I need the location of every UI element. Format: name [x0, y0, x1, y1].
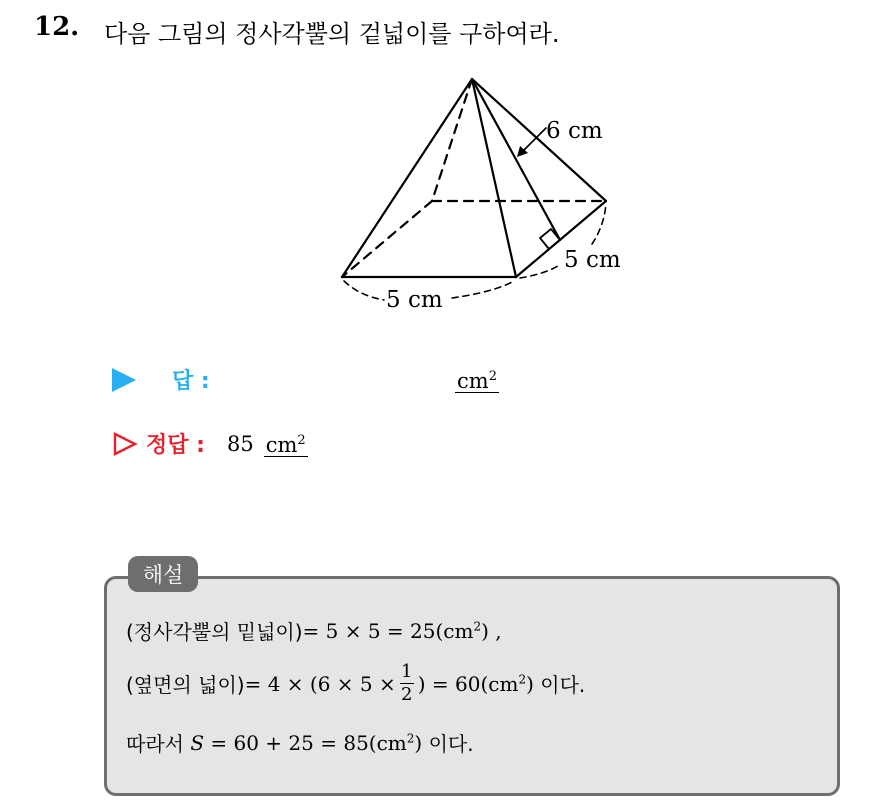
fraction-one-half	[400, 662, 414, 705]
right-angle-mark	[540, 229, 560, 249]
sol1-unit	[443, 619, 481, 643]
correct-answer-label: 정답 :	[146, 433, 205, 458]
sol1-text: (정사각뿔의 밑넓이)	[126, 620, 303, 644]
sol3-variable: S	[190, 730, 205, 755]
solution-line-3	[126, 728, 474, 757]
answer-unit-exp: 2	[488, 369, 497, 384]
answer-unit-text: cm	[457, 369, 489, 393]
dim-arc-bottom-left	[344, 281, 384, 300]
correct-answer-row	[112, 428, 308, 459]
sol2-text-end: 이다.	[533, 673, 586, 697]
correct-unit-text: cm	[265, 433, 298, 457]
edge-left	[342, 79, 472, 277]
question-text: 다음 그림의 정사각뿔의 겉넓이를 구하여라.	[104, 20, 560, 48]
correct-unit-exp: 2	[297, 433, 306, 448]
sol3-unit	[377, 731, 415, 755]
play-triangle-icon	[112, 368, 136, 392]
dim-arc-bottom-right	[452, 281, 514, 298]
pyramid-figure	[0, 0, 884, 340]
sol3-text-end: 이다.	[422, 732, 474, 756]
answer-row	[112, 364, 210, 395]
sol2-unit-exp: 2	[518, 671, 527, 686]
sol2-text: (옆면의 넓이)	[126, 673, 245, 697]
sol2-math: = 4 × (6 × 5 ×	[244, 671, 396, 696]
question-number: 12.	[34, 12, 80, 42]
sol1-unit-exp: 2	[473, 618, 482, 633]
sol2-unit-text: cm	[488, 671, 519, 696]
sol1-math-end: ) ,	[481, 618, 502, 643]
slant-height-line	[472, 79, 560, 240]
sol1-math: = 5 × 5 = 25(	[302, 618, 444, 643]
hidden-edge-left-base	[342, 201, 432, 277]
outline-triangle-icon	[112, 431, 138, 457]
sol1-unit-text: cm	[443, 618, 474, 643]
solution-line-1	[126, 616, 502, 645]
answer-unit	[455, 366, 499, 393]
correct-answer-unit	[264, 430, 308, 457]
fraction-numerator: 1	[401, 661, 413, 682]
sol2-unit	[488, 672, 526, 696]
side-label-right: 5 cm	[564, 247, 621, 273]
hidden-edge-apex	[432, 79, 472, 201]
side-label-bottom: 5 cm	[386, 287, 443, 313]
solution-line-2	[126, 662, 585, 705]
slant-height-label: 6 cm	[546, 118, 603, 144]
correct-answer-value: 85	[226, 431, 254, 456]
sol2-math-end: )	[526, 671, 534, 696]
sol3-unit-text: cm	[376, 730, 407, 755]
edge-front	[472, 79, 516, 277]
answer-label: 답 :	[172, 369, 210, 394]
sol2-math-mid: ) = 60(	[417, 671, 489, 696]
solution-tab: 해설	[128, 556, 198, 592]
sol3-math: = 60 + 25 = 85(	[204, 730, 377, 755]
fraction-denominator: 2	[401, 684, 413, 705]
sol3-math-end: )	[414, 730, 423, 755]
sol3-text: 따라서	[126, 732, 191, 756]
sol3-unit-exp: 2	[406, 730, 415, 745]
